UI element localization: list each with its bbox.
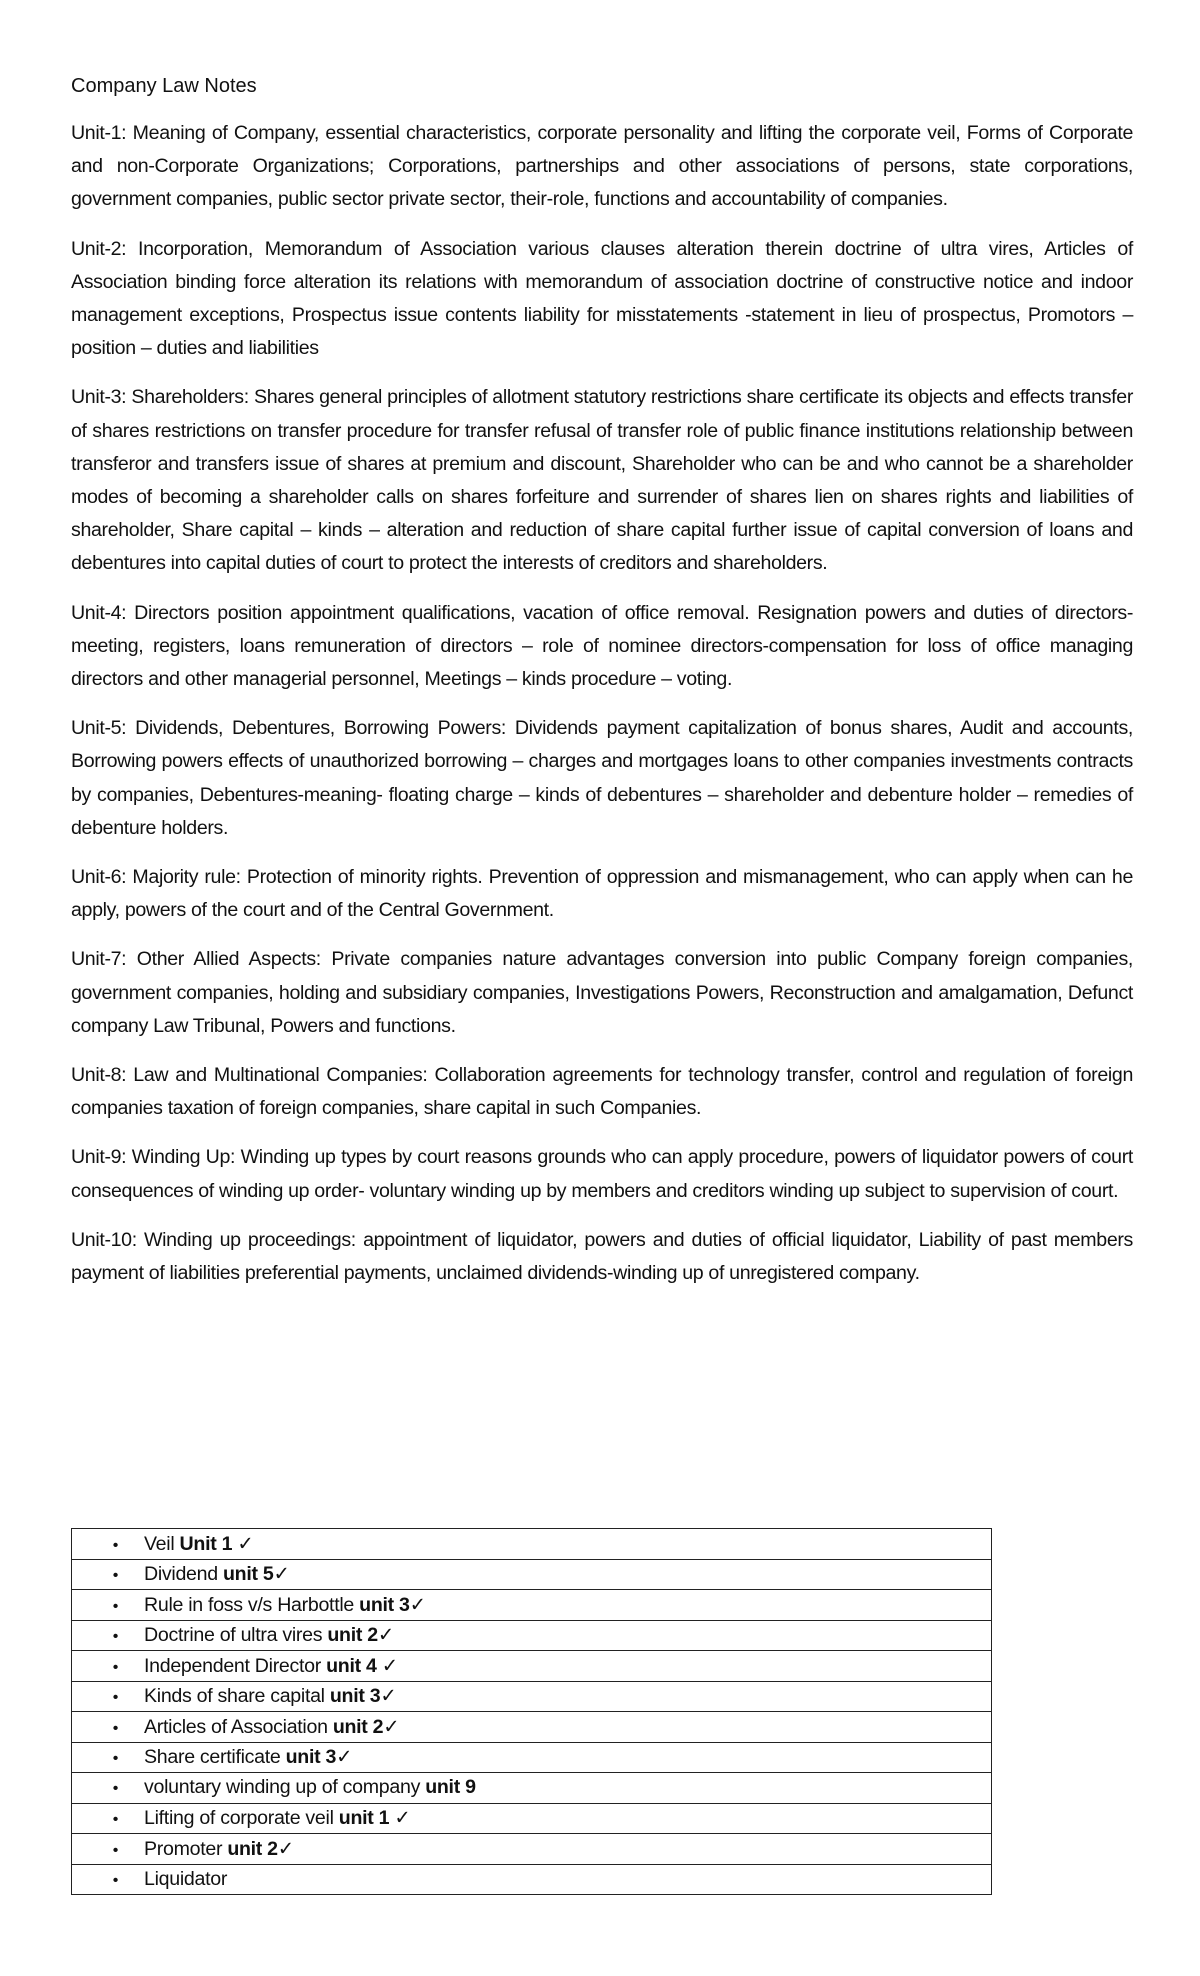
unit-paragraph-5: Unit-5: Dividends, Debentures, Borrowing Powers: Dividends payment capitalization of bonus shares, Audit and accounts, Borrowing powers effects of unauthorized borrowing – charges and mortgages loans to other companies investments contracts by companies, Debentures-meaning- floating charge – kinds of debentures – shareholder and debenture holder – remedies of debenture holders. <box>71 717 1133 839</box>
checkmark-icon: ✓ <box>389 1807 411 1830</box>
document-body <box>71 70 1133 1306</box>
checkmark-icon: ✓ <box>277 1837 294 1860</box>
checklist-row <box>72 1651 992 1682</box>
unit-reference: Unit 1 <box>179 1532 233 1555</box>
checkmark-icon: ✓ <box>232 1532 254 1555</box>
unit-paragraph-2: Unit-2: Incorporation, Memorandum of Association various clauses alteration therein doctrine of ultra vires, Articles of Association binding force alteration its relations with memorandum of association doctrine of constructive notice and indoor management exceptions, Prospectus issue contents liability for misstatements -statement in lieu of prospectus, Promotors – position – duties and liabilities <box>71 237 1133 360</box>
checklist-cell <box>72 1681 992 1712</box>
topic-label: Promoter <box>144 1837 228 1860</box>
checklist-cell <box>72 1742 992 1773</box>
topic-label: Kinds of share capital <box>144 1685 330 1708</box>
topic-checklist-table <box>71 1528 992 1895</box>
bullet-icon: • <box>112 1567 118 1585</box>
unit-reference: unit 3 <box>285 1746 337 1769</box>
checklist-row <box>72 1529 992 1560</box>
unit-reference: unit 2 <box>327 1624 378 1647</box>
checklist-cell <box>72 1620 992 1651</box>
unit-reference: unit 3 <box>359 1593 410 1616</box>
unit-reference: unit 3 <box>329 1685 381 1708</box>
topic-label: Articles of Association <box>144 1715 333 1738</box>
checklist-row <box>72 1742 992 1773</box>
checklist-cell <box>72 1529 992 1560</box>
checklist-row <box>72 1864 992 1895</box>
checkmark-icon: ✓ <box>383 1715 400 1738</box>
bullet-icon: • <box>112 1719 118 1737</box>
checkmark-icon: ✓ <box>376 1654 398 1677</box>
bullet-icon: • <box>112 1811 118 1829</box>
bullet-icon: • <box>112 1628 118 1646</box>
topic-label: Rule in foss v/s Harbottle <box>144 1593 360 1616</box>
unit-reference: unit 1 <box>338 1807 390 1830</box>
unit-paragraph-8: Unit-8: Law and Multinational Companies: Collaboration agreements for technology transfer, control and regulation of foreign companies taxation of foreign companies, share capital in such Companies. <box>71 1064 1133 1120</box>
checklist-row <box>72 1559 992 1590</box>
checkmark-icon: ✓ <box>409 1593 426 1616</box>
unit-paragraph-3: Unit-3: Shareholders: Shares general principles of allotment statutory restrictions share certificate its objects and effects transfer of shares restrictions on transfer procedure for transfer refusal of transfer role of public finance institutions relationship between transferor and transfers issue of shares at premium and discount, Shareholder who can be and who cannot be a shareholder modes of becoming a shareholder calls on shares forfeiture and surrender of shares lien on shares rights and liabilities of shareholder, Share capital – kinds – alteration and reduction of share capital further issue of capital conversion of loans and debentures into capital duties of court to protect the interests of creditors and shareholders. <box>71 386 1133 575</box>
checklist-row <box>72 1773 992 1804</box>
unit-paragraph-1: Unit-1: Meaning of Company, essential characteristics, corporate personality and lifting the corporate veil, Forms of Corporate and non-Corporate Organizations; Corporations, partnerships and other associations of persons, state corporations, government companies, public sector private sector, their-role, functions and accountability of companies. <box>71 122 1133 211</box>
topic-label: Doctrine of ultra vires <box>144 1624 328 1647</box>
bullet-icon: • <box>112 1536 118 1554</box>
unit-reference: unit 9 <box>425 1776 476 1799</box>
checklist-row <box>72 1620 992 1651</box>
checklist-cell <box>72 1773 992 1804</box>
checklist-cell <box>72 1834 992 1865</box>
checklist-row <box>72 1834 992 1865</box>
checklist-cell <box>72 1559 992 1590</box>
syllabus-units <box>71 117 1133 1290</box>
bullet-icon: • <box>112 1597 118 1615</box>
bullet-icon: • <box>112 1750 118 1768</box>
checklist-row <box>72 1803 992 1834</box>
unit-paragraph-10: Unit-10: Winding up proceedings: appointment of liquidator, powers and duties of official liquidator, Liability of past members payment of liabilities preferential payments, unclaimed dividends-winding up of unregistered company. <box>71 1228 1133 1285</box>
unit-paragraph-6: Unit-6: Majority rule: Protection of minority rights. Prevention of oppression and mismanagement, who can apply when can he apply, powers of the court and of the Central Government. <box>71 866 1133 922</box>
checkmark-icon: ✓ <box>380 1685 397 1708</box>
unit-reference: unit 2 <box>332 1715 384 1738</box>
topic-label: voluntary winding up of company <box>144 1776 426 1799</box>
topic-label: Share certificate <box>144 1746 286 1769</box>
unit-paragraph-7: Unit-7: Other Allied Aspects: Private companies nature advantages conversion into public Company foreign companies, government companies, holding and subsidiary companies, Investigations Powers, Reconstruction and amalgamation, Defunct company Law Tribunal, Powers and functions. <box>71 948 1133 1037</box>
checklist-cell <box>72 1712 992 1743</box>
unit-reference: unit 4 <box>326 1654 377 1677</box>
bullet-icon: • <box>112 1689 118 1707</box>
checklist-row <box>72 1590 992 1621</box>
topic-label: Lifting of corporate veil <box>144 1807 339 1830</box>
checklist-cell <box>72 1590 992 1621</box>
checkmark-icon: ✓ <box>377 1624 394 1647</box>
checklist-cell <box>72 1651 992 1682</box>
topic-label: Veil <box>144 1532 180 1555</box>
document-title: Company Law Notes <box>71 75 257 97</box>
checklist-row <box>72 1681 992 1712</box>
unit-reference: unit 2 <box>227 1837 278 1860</box>
bullet-icon: • <box>112 1841 118 1859</box>
checklist-cell <box>72 1803 992 1834</box>
checkmark-icon: ✓ <box>336 1746 353 1769</box>
bullet-icon: • <box>112 1780 118 1798</box>
checklist-cell <box>72 1864 992 1895</box>
topic-label: Independent Director <box>144 1654 327 1677</box>
checkmark-icon: ✓ <box>273 1563 290 1586</box>
bullet-icon: • <box>112 1871 118 1889</box>
topic-label: Liquidator <box>144 1867 228 1890</box>
unit-reference: unit 5 <box>223 1563 274 1586</box>
checklist-row <box>72 1712 992 1743</box>
bullet-icon: • <box>112 1658 118 1676</box>
topic-label: Dividend <box>144 1563 223 1586</box>
unit-paragraph-4: Unit-4: Directors position appointment qualifications, vacation of office removal. Resignation powers and duties of directors-meeting, registers, loans remuneration of directors – role of nominee directors-compensation for loss of office managing directors and other managerial personnel, Meetings – kinds procedure – voting. <box>71 601 1133 691</box>
unit-paragraph-9: Unit-9: Winding Up: Winding up types by court reasons grounds who can apply procedure, powers of liquidator powers of court consequences of winding up order- voluntary winding up by members and creditors winding up subject to supervision of court. <box>71 1146 1133 1202</box>
